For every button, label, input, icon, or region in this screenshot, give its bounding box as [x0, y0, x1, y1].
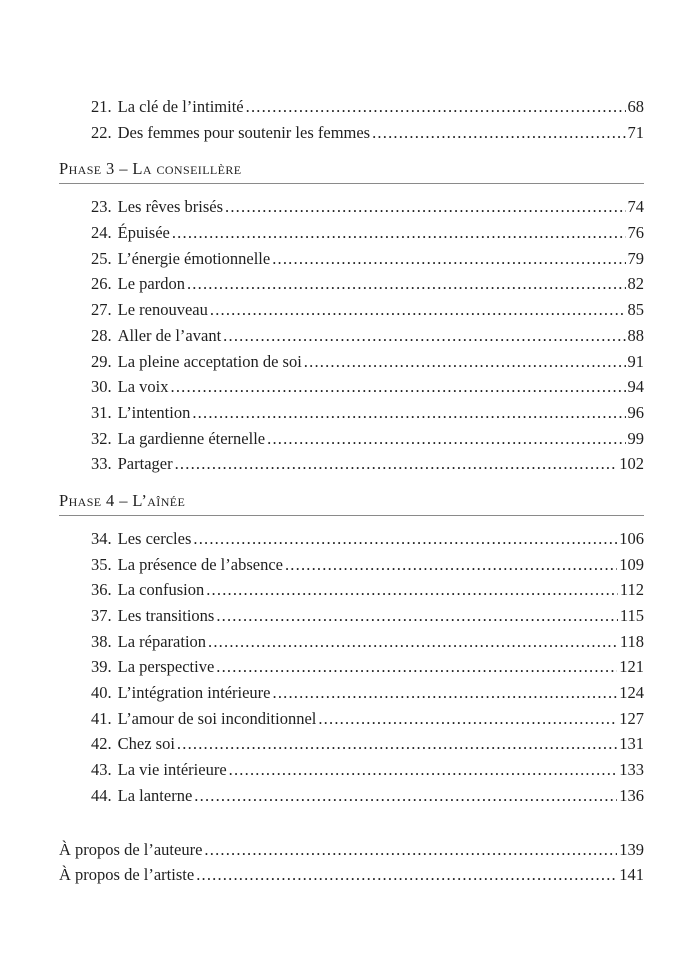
toc-entry-title: Le renouveau [117, 300, 208, 320]
dot-leader [192, 400, 625, 426]
toc-entry-page: 112 [619, 580, 644, 600]
dot-leader [285, 552, 617, 578]
toc-entry-title: Les rêves brisés [117, 197, 224, 217]
toc-entry-number: 25. [91, 248, 112, 268]
toc-entry-number: 43. [91, 760, 112, 780]
toc-entry-number: 23. [91, 197, 112, 217]
toc-entry-number: 26. [91, 274, 112, 294]
toc-entry[interactable] [59, 374, 644, 400]
toc-entry-page: 121 [619, 657, 644, 677]
toc-entry[interactable] [59, 271, 644, 297]
toc-entry-page: 124 [619, 683, 644, 703]
toc-entry[interactable] [59, 706, 644, 732]
toc-entry-page: 88 [627, 325, 644, 345]
dot-leader [229, 757, 618, 783]
dot-leader [225, 194, 625, 220]
toc-entry-title: À propos de l’auteure [59, 839, 203, 859]
toc-entry-back-matter[interactable] [59, 837, 644, 863]
dot-leader [193, 526, 617, 552]
toc-entry-number: 32. [91, 428, 112, 448]
toc-entry[interactable] [59, 731, 644, 757]
toc-entry-title: La présence de l’absence [117, 554, 283, 574]
dot-leader [318, 706, 617, 732]
toc-entry[interactable] [59, 654, 644, 680]
toc-entry-number: 37. [91, 606, 112, 625]
dot-leader [208, 629, 618, 655]
dot-leader [216, 654, 617, 680]
toc-entry-title: Le pardon [117, 274, 185, 294]
toc-entry-number: 44. [91, 785, 112, 805]
toc-entry-page: 118 [619, 631, 644, 651]
toc-entry[interactable] [59, 120, 644, 146]
dot-leader [372, 120, 625, 146]
dot-leader [175, 451, 618, 477]
dot-leader [206, 577, 618, 603]
toc-entry-number: 22. [91, 122, 112, 142]
toc-entry-page: 71 [627, 122, 644, 142]
toc-entry-page: 94 [627, 377, 644, 397]
toc-entry-number: 39. [91, 657, 112, 677]
toc-entry-title: Aller de l’avant [117, 325, 222, 345]
toc-entry[interactable] [59, 783, 644, 809]
toc-entry-title: La lanterne [117, 785, 193, 805]
toc-entry-title: Des femmes pour soutenir les femmes [117, 122, 371, 142]
toc-entry[interactable] [59, 246, 644, 272]
toc-entry-page: 127 [619, 708, 644, 728]
toc-entry-page: 76 [627, 223, 644, 243]
toc-entry-title: La clé de l’intimité [117, 97, 244, 116]
dot-leader [216, 603, 618, 629]
toc-entry-title: Les transitions [117, 606, 215, 625]
toc-entry[interactable] [59, 451, 644, 477]
toc-entry[interactable] [59, 194, 644, 220]
toc-entry-title: La voix [117, 377, 169, 397]
toc-entry-title: La réparation [117, 631, 207, 651]
toc-entry-title: La perspective [117, 657, 215, 677]
toc-entry-title: La pleine acceptation de soi [117, 351, 302, 371]
toc-entry-page: 102 [619, 454, 644, 474]
toc-entry-title: L’amour de soi inconditionnel [117, 708, 317, 728]
toc-entry-number: 21. [91, 97, 112, 116]
toc-entry-title: La gardienne éternelle [117, 428, 266, 448]
toc-entry-number: 35. [91, 554, 112, 574]
toc-entry-page: 82 [627, 274, 644, 294]
toc-entry-title: L’intégration intérieure [117, 683, 271, 703]
toc-group-back-matter [59, 837, 644, 888]
toc-entry-number: 36. [91, 580, 112, 600]
toc-entry-number: 34. [91, 528, 112, 548]
toc-entry[interactable] [59, 323, 644, 349]
toc-entry-page: 68 [627, 97, 644, 116]
toc-entry[interactable] [59, 552, 644, 578]
section-spacer [59, 809, 644, 837]
toc-entry-number: 40. [91, 683, 112, 703]
toc-entry-number: 38. [91, 631, 112, 651]
toc-entry-page: 79 [627, 248, 644, 268]
toc-entry[interactable] [59, 757, 644, 783]
toc-entry-title: L’intention [117, 402, 191, 422]
dot-leader [171, 374, 626, 400]
dot-leader [210, 297, 626, 323]
toc-entry-title: L’énergie émotionnelle [117, 248, 271, 268]
toc-entry-page: 74 [627, 197, 644, 217]
toc-entry-page: 133 [619, 760, 644, 780]
toc-entry-page: 99 [627, 428, 644, 448]
toc-entry[interactable] [59, 426, 644, 452]
dot-leader [177, 731, 617, 757]
toc-entry[interactable] [59, 603, 644, 629]
toc-group-phase-3 [59, 194, 644, 477]
toc-entry-number: 24. [91, 223, 112, 243]
toc-entry-number: 30. [91, 377, 112, 397]
toc-entry-title: Partager [117, 454, 173, 474]
toc-entry-page: 106 [619, 528, 644, 548]
toc-entry-page: 139 [619, 839, 644, 859]
toc-entry-page: 141 [619, 865, 644, 885]
toc-entry[interactable] [59, 94, 644, 120]
toc-entry-page: 136 [619, 785, 644, 805]
toc-entry-number: 41. [91, 708, 112, 728]
toc-entry[interactable] [59, 400, 644, 426]
phase-3-heading: Phase 3 – La conseillère [59, 156, 644, 184]
toc-entry[interactable] [59, 297, 644, 323]
toc-entry-number: 42. [91, 734, 112, 754]
toc-entry-number: 31. [91, 402, 112, 422]
toc-entry-page: 91 [627, 351, 644, 371]
toc-entry-title: Chez soi [117, 734, 175, 754]
phase-4-heading: Phase 4 – L’aînée [59, 488, 644, 516]
toc-entry-page: 131 [619, 734, 644, 754]
toc-entry-page: 96 [627, 402, 644, 422]
dot-leader [223, 323, 625, 349]
dot-leader [273, 680, 618, 706]
toc-entry[interactable] [59, 526, 644, 552]
dot-leader [272, 246, 625, 272]
toc-entry[interactable] [59, 349, 644, 375]
toc-entry-title: À propos de l’artiste [59, 865, 195, 885]
toc-group-phase-4 [59, 526, 644, 809]
dot-leader [246, 94, 626, 120]
dot-leader [172, 220, 626, 246]
dot-leader [196, 862, 617, 888]
dot-leader [267, 426, 625, 452]
toc-entry-title: Épuisée [117, 223, 170, 243]
toc-entry[interactable] [59, 680, 644, 706]
toc-group-continued [59, 94, 644, 145]
dot-leader [187, 271, 626, 297]
dot-leader [204, 837, 617, 863]
toc-entry-page: 85 [627, 300, 644, 320]
toc-entry-page: 109 [619, 554, 644, 574]
toc-entry-title: La vie intérieure [117, 760, 227, 780]
toc-entry-title: La confusion [117, 580, 205, 600]
toc-entry-number: 27. [91, 300, 112, 320]
toc-entry-page: 115 [619, 606, 644, 625]
toc-entry[interactable] [59, 220, 644, 246]
toc-entry[interactable] [59, 629, 644, 655]
toc-entry-title: Les cercles [117, 528, 192, 548]
toc-entry-number: 33. [91, 454, 112, 474]
dot-leader [194, 783, 617, 809]
toc-entry-number: 28. [91, 325, 112, 345]
toc-entry-back-matter[interactable] [59, 862, 644, 888]
dot-leader [304, 349, 626, 375]
toc-entry-number: 29. [91, 351, 112, 371]
toc-entry[interactable] [59, 577, 644, 603]
